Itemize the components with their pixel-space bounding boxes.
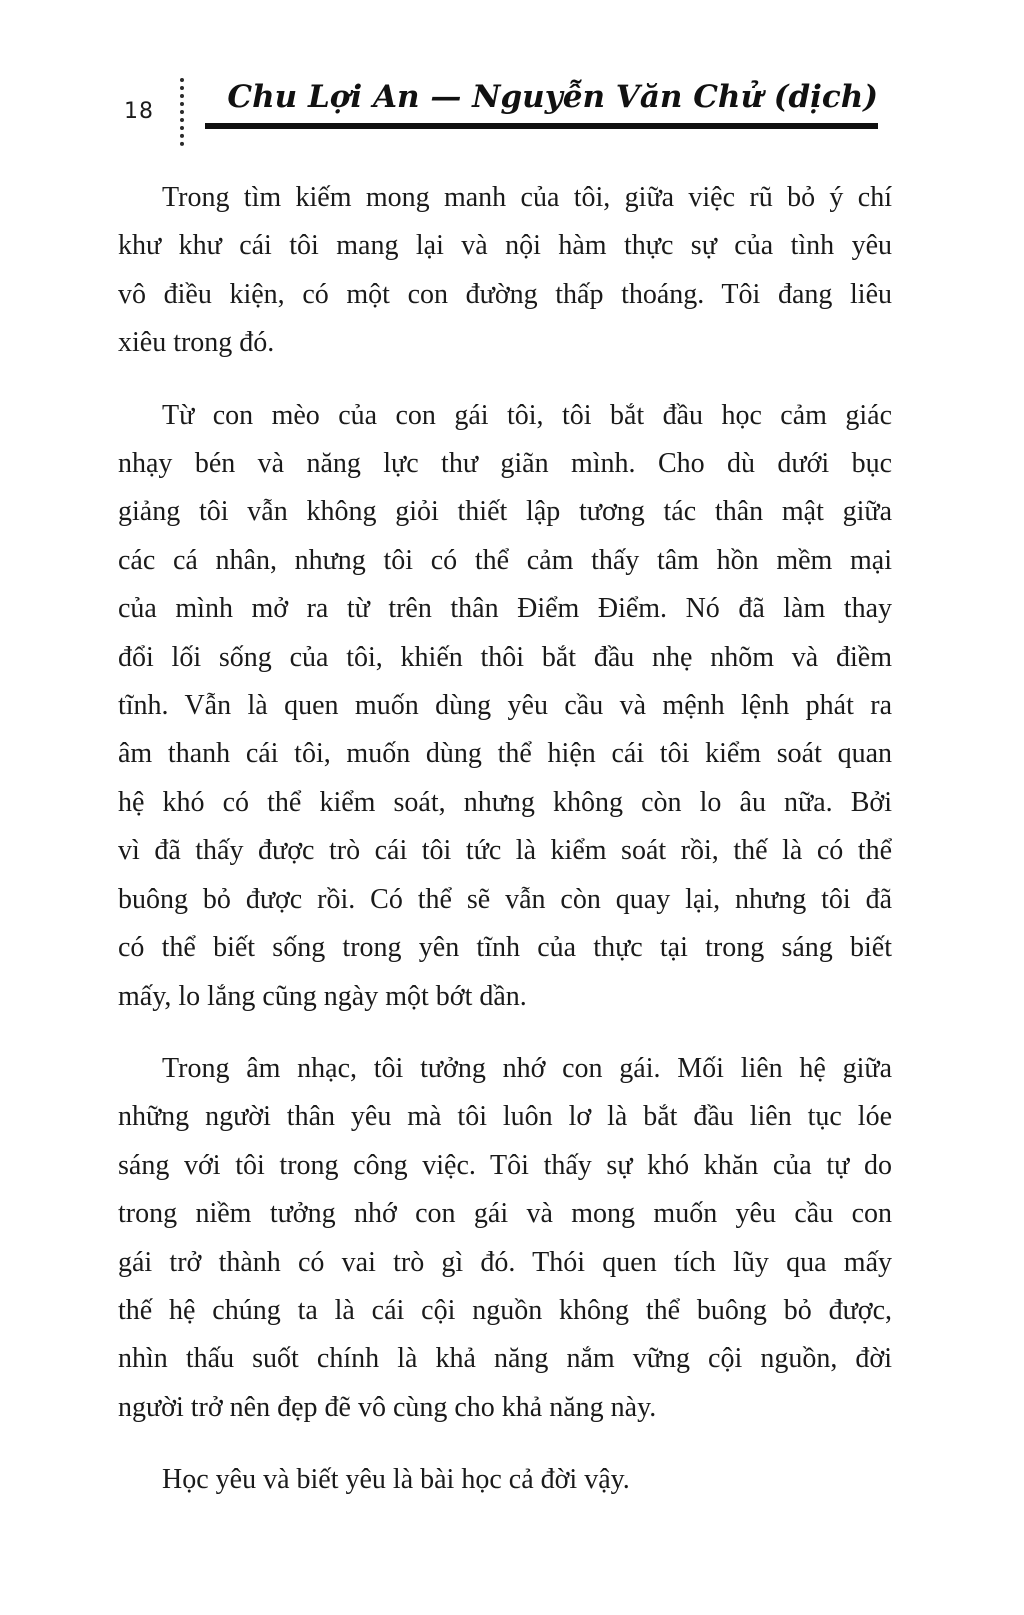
running-head: Chu Lợi An — Nguyễn Văn Chử (dịch)	[227, 79, 878, 115]
paragraph	[118, 1045, 892, 1432]
text-line: của mình mở ra từ trên thân Điểm Điểm. Nó đã làm thay	[118, 593, 892, 625]
page-number: 18	[124, 99, 154, 124]
text-line: trong niềm tưởng nhớ con gái và mong muốn yêu cầu con	[118, 1198, 892, 1230]
text-line: Từ con mèo của con gái tôi, tôi bắt đầu học cảm giác	[162, 399, 892, 431]
text-line: mấy, lo lắng cũng ngày một bớt dần.	[118, 980, 527, 1012]
text-line: những người thân yêu mà tôi luôn lơ là bắt đầu liên tục lóe	[118, 1101, 892, 1133]
text-line: sáng với tôi trong công việc. Tôi thấy sự khó khăn của tự do	[118, 1149, 892, 1181]
chain-ornament	[180, 78, 184, 146]
text-line: vì đã thấy được trò cái tôi tức là kiểm soát rồi, thế là có thể	[118, 835, 892, 867]
text-line: xiêu trong đó.	[118, 327, 275, 359]
text-line: Trong âm nhạc, tôi tưởng nhớ con gái. Mối liên hệ giữa	[162, 1052, 892, 1084]
text-line: tĩnh. Vẫn là quen muốn dùng yêu cầu và mệnh lệnh phát ra	[118, 690, 892, 722]
text-line: nhìn thấu suốt chính là khả năng nắm vững cội nguồn, đời	[118, 1343, 892, 1375]
text-line: âm thanh cái tôi, muốn dùng thể hiện cái tôi kiểm soát quan	[118, 738, 892, 770]
text-line: khư khư cái tôi mang lại và nội hàm thực sự của tình yêu	[118, 230, 892, 262]
text-line: Học yêu và biết yêu là bài học cả đời vậy.	[162, 1464, 630, 1496]
header-rule	[205, 123, 878, 129]
text-line: các cá nhân, nhưng tôi có thể cảm thấy tâm hồn mềm mại	[118, 544, 892, 576]
text-line: nhạy bén và năng lực thư giãn mình. Cho dù dưới bục	[118, 448, 892, 480]
text-line: thế hệ chúng ta là cái cội nguồn không thể buông bỏ được,	[118, 1294, 892, 1326]
text-line: gái trở thành có vai trò gì đó. Thói quen tích lũy qua mấy	[118, 1246, 892, 1278]
text-line: có thể biết sống trong yên tĩnh của thực tại trong sáng biết	[118, 932, 892, 964]
paragraph	[118, 1456, 892, 1504]
text-line: giảng tôi vẫn không giỏi thiết lập tương tác thân mật giữa	[118, 496, 892, 528]
text-line: vô điều kiện, có một con đường thấp thoáng. Tôi đang liêu	[118, 278, 892, 310]
text-line: đổi lối sống của tôi, khiến thôi bắt đầu nhẹ nhõm và điềm	[118, 641, 892, 673]
text-line: người trở nên đẹp đẽ vô cùng cho khả năng này.	[118, 1391, 657, 1423]
text-line: buông bỏ được rồi. Có thể sẽ vẫn còn quay lại, nhưng tôi đã	[118, 883, 892, 915]
page-body	[118, 174, 892, 1529]
text-line: Trong tìm kiếm mong manh của tôi, giữa việc rũ bỏ ý chí	[162, 182, 892, 213]
paragraph	[118, 174, 892, 368]
paragraph	[118, 392, 892, 1021]
text-line: hệ khó có thể kiểm soát, nhưng không còn lo âu nữa. Bởi	[118, 786, 892, 818]
